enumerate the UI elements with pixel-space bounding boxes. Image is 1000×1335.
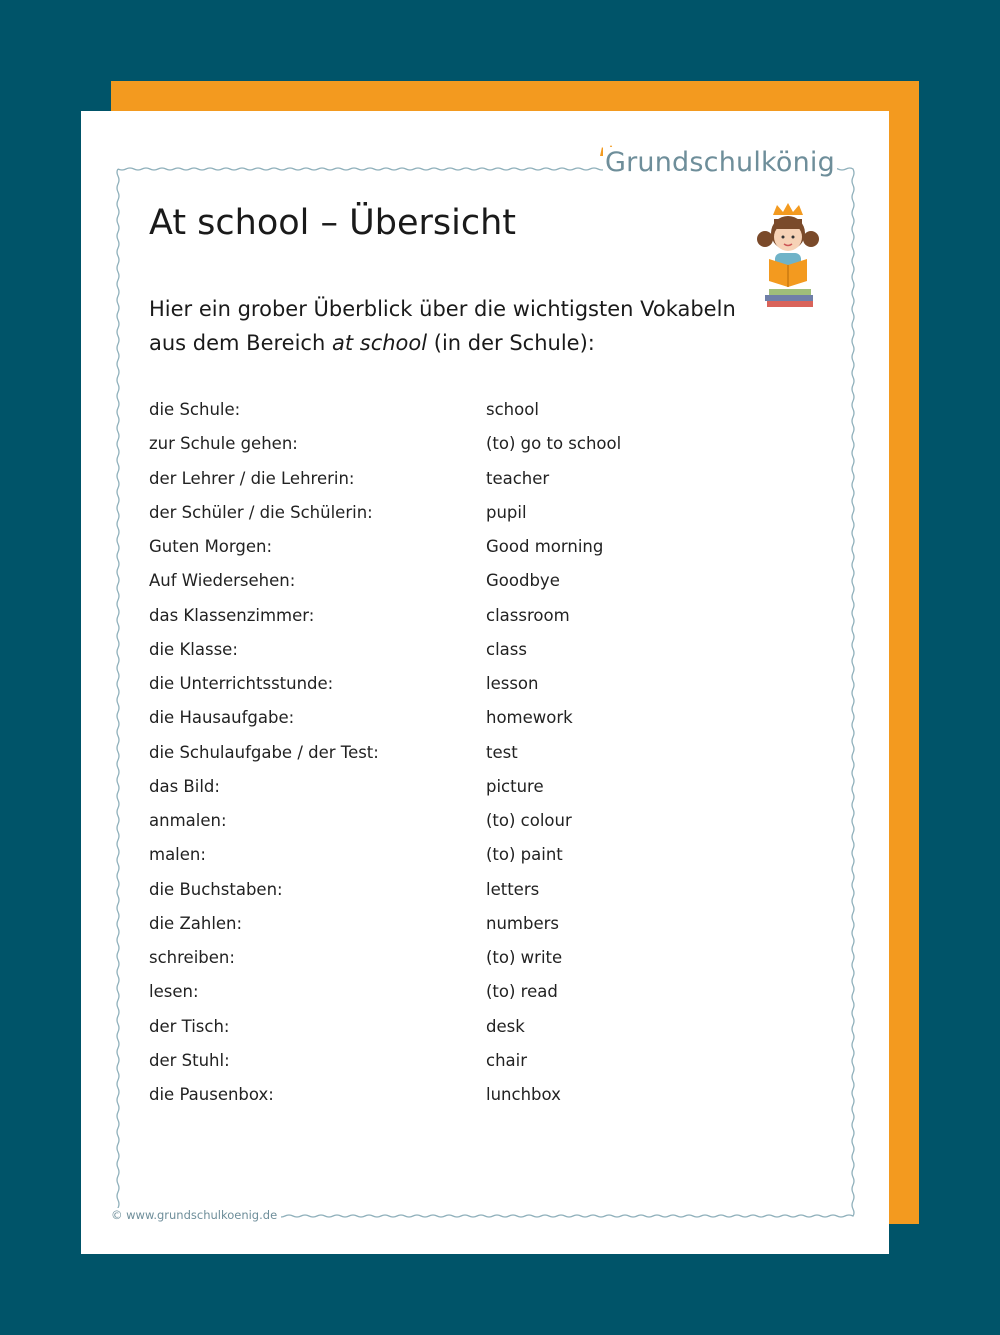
- vocab-german: anmalen:: [149, 811, 227, 830]
- vocab-row: [149, 533, 709, 567]
- brand-logo: Grundschulkönig: [605, 147, 835, 178]
- vocab-german: die Hausaufgabe:: [149, 708, 295, 728]
- vocab-german: malen:: [149, 845, 206, 865]
- vocab-row: [149, 978, 709, 1012]
- page-title: At school – Übersicht: [149, 203, 517, 243]
- vocab-english: teacher: [486, 468, 550, 488]
- intro-text-end: (in der Schule):: [433, 331, 595, 355]
- vocab-row: [149, 499, 709, 533]
- vocab-row: [149, 841, 709, 875]
- vocab-german: die Klasse:: [149, 639, 238, 659]
- vocab-english: picture: [486, 776, 544, 796]
- vocab-german: die Zahlen:: [149, 913, 243, 933]
- vocab-german: der Stuhl:: [149, 1050, 230, 1070]
- vocab-english: (to) colour: [486, 811, 572, 830]
- vocab-row: [149, 636, 709, 670]
- vocab-german: Auf Wiedersehen:: [149, 571, 296, 591]
- vocab-english: class: [486, 639, 527, 659]
- vocab-row: [149, 876, 709, 910]
- vocab-english: (to) write: [486, 948, 563, 967]
- vocab-row: [149, 1081, 709, 1115]
- vocab-german: der Lehrer / die Lehrerin:: [149, 468, 355, 488]
- vocab-row: [149, 704, 709, 738]
- vocab-english: homework: [486, 708, 573, 728]
- vocab-german: das Bild:: [149, 776, 220, 796]
- vocab-row: [149, 567, 709, 601]
- vocabulary-list: [149, 396, 709, 1115]
- intro-emphasis: at school: [331, 331, 428, 355]
- vocab-english: lesson: [486, 674, 539, 693]
- vocab-english: letters: [486, 879, 540, 899]
- vocab-german: die Pausenbox:: [149, 1085, 274, 1104]
- vocab-english: (to) read: [486, 982, 558, 1002]
- vocab-english: test: [486, 742, 518, 762]
- footer-copyright: © www.grundschulkoenig.de: [111, 1208, 281, 1222]
- vocab-english: Good morning: [486, 537, 604, 556]
- vocab-english: classroom: [486, 605, 570, 625]
- vocab-german: zur Schule gehen:: [149, 434, 298, 454]
- vocab-row: [149, 1047, 709, 1081]
- vocab-english: chair: [486, 1050, 528, 1070]
- vocab-row: [149, 602, 709, 636]
- vocab-german: die Unterrichtsstunde:: [149, 674, 334, 693]
- vocab-german: das Klassenzimmer:: [149, 605, 315, 625]
- vocab-english: (to) paint: [486, 845, 563, 865]
- vocab-english: lunchbox: [486, 1085, 561, 1104]
- vocab-german: Guten Morgen:: [149, 537, 273, 556]
- vocab-german: die Schule:: [149, 400, 241, 419]
- vocab-german: die Schulaufgabe / der Test:: [149, 742, 379, 762]
- vocab-english: Goodbye: [486, 571, 560, 591]
- vocab-row: [149, 430, 709, 464]
- vocab-row: [149, 396, 709, 430]
- vocab-german: lesen:: [149, 982, 199, 1002]
- vocab-row: [149, 944, 709, 978]
- vocab-row: [149, 910, 709, 944]
- vocab-german: die Buchstaben:: [149, 879, 283, 899]
- intro-text: Hier ein grober Überblick über die wichtigsten Vokabeln aus dem Bereich: [149, 297, 736, 355]
- vocab-english: pupil: [486, 502, 527, 522]
- vocab-english: school: [486, 400, 539, 419]
- vocab-english: numbers: [486, 913, 559, 933]
- vocab-german: der Tisch:: [149, 1016, 230, 1036]
- vocab-german: der Schüler / die Schülerin:: [149, 502, 373, 522]
- vocab-row: [149, 1013, 709, 1047]
- vocab-row: [149, 465, 709, 499]
- vocab-english: (to) go to school: [486, 434, 622, 454]
- vocab-row: [149, 773, 709, 807]
- vocab-row: [149, 670, 709, 704]
- vocab-english: desk: [486, 1016, 525, 1036]
- vocab-row: [149, 807, 709, 841]
- vocab-german: schreiben:: [149, 948, 235, 967]
- intro-paragraph: [149, 292, 769, 360]
- vocab-row: [149, 739, 709, 773]
